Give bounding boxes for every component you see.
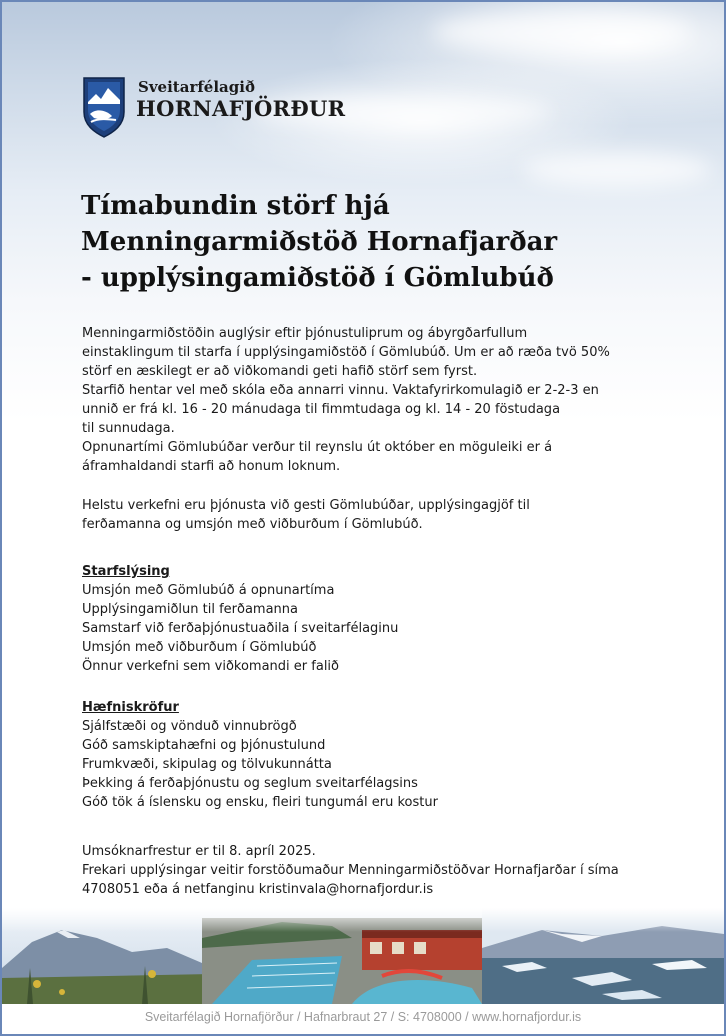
text-line: Menningarmiðstöðin auglýsir eftir þjónustuliprum og ábyrgðarfullum <box>82 326 528 341</box>
body-content <box>82 324 682 899</box>
list-item: Sjálfstæði og vönduð vinnubrögð <box>82 719 297 734</box>
text-line: ferðamanna og umsjón með viðburðum í Gömlubúð. <box>82 517 423 532</box>
footer-address: Sveitarfélagið Hornafjörður / Hafnarbraut 27 / S: 4708000 / <box>144 1010 473 1024</box>
website-link[interactable]: www.hornafjordur.is <box>472 1010 582 1024</box>
text-line: 4708051 eða á netfanginu kristinvala@hornafjordur.is <box>82 882 434 897</box>
list-item: Önnur verkefni sem viðkomandi er falið <box>82 659 339 674</box>
job-description-section <box>82 562 682 676</box>
text-line: áframhaldandi starfi að honum loknum. <box>82 459 341 474</box>
landscape-photo <box>2 908 724 1004</box>
text-line: störf en æskilegt er að viðkomandi geti hafið störf sem fyrst. <box>82 364 478 379</box>
tasks-paragraph <box>82 496 682 534</box>
section-heading: Starfslýsing <box>82 564 170 579</box>
municipality-logo <box>82 74 372 140</box>
footer-photo-collage <box>2 908 724 1004</box>
text-line: unnið er frá kl. 16 - 20 mánudaga til fimmtudaga og kl. 14 - 20 föstudaga <box>82 402 561 417</box>
page-title <box>81 188 681 296</box>
qualifications-section <box>82 698 682 812</box>
text-line: Frekari upplýsingar veitir forstöðumaður Menningarmiðstöðvar Hornafjarðar í síma <box>82 863 619 878</box>
cloud <box>432 12 692 52</box>
list-item: Góð tök á íslensku og ensku, fleiri tungumál eru kostur <box>82 795 438 810</box>
list-item: Umsjón með Gömlubúð á opnunartíma <box>82 583 335 598</box>
list-item: Samstarf við ferðaþjónustuaðila í sveitarfélaginu <box>82 621 399 636</box>
list-item: Frumkvæði, skipulag og tölvukunnátta <box>82 757 332 772</box>
list-item: Upplýsingamiðlun til ferðamanna <box>82 602 298 617</box>
text-line: Umsóknarfrestur er til 8. apríl 2025. <box>82 844 316 859</box>
list-item: Góð samskiptahæfni og þjónustulund <box>82 738 326 753</box>
logo-line1: Sveitarfélagið <box>138 78 255 96</box>
application-section <box>82 842 682 899</box>
text-line: Helstu verkefni eru þjónusta við gesti Gömlubúðar, upplýsingagjöf til <box>82 498 530 513</box>
cloud <box>522 152 712 187</box>
text-line: Starfið hentar vel með skóla eða annarri vinnu. Vaktafyrirkomulagið er 2-2-3 en <box>82 383 599 398</box>
title-line: - upplýsingamiðstöð í Gömlubúð <box>81 263 554 293</box>
section-heading: Hæfniskröfur <box>82 700 179 715</box>
list-item: Þekking á ferðaþjónustu og seglum sveitarfélagsins <box>82 776 418 791</box>
text-line: Opnunartími Gömlubúðar verður til reynslu út október en möguleiki er á <box>82 440 553 455</box>
list-item: Umsjón með viðburðum í Gömlubúð <box>82 640 317 655</box>
title-line: Tímabundin störf hjá <box>81 191 390 221</box>
coat-of-arms-icon <box>82 76 126 138</box>
text-line: einstaklingum til starfa í upplýsingamiðstöð í Gömlubúð. Um er að ræða tvö 50% <box>82 345 610 360</box>
intro-paragraph <box>82 324 682 476</box>
text-line: til sunnudaga. <box>82 421 175 436</box>
title-line: Menningarmiðstöð Hornafjarðar <box>81 227 558 257</box>
footer <box>2 1006 724 1034</box>
logo-line2: HORNAFJÖRÐUR <box>136 96 346 121</box>
